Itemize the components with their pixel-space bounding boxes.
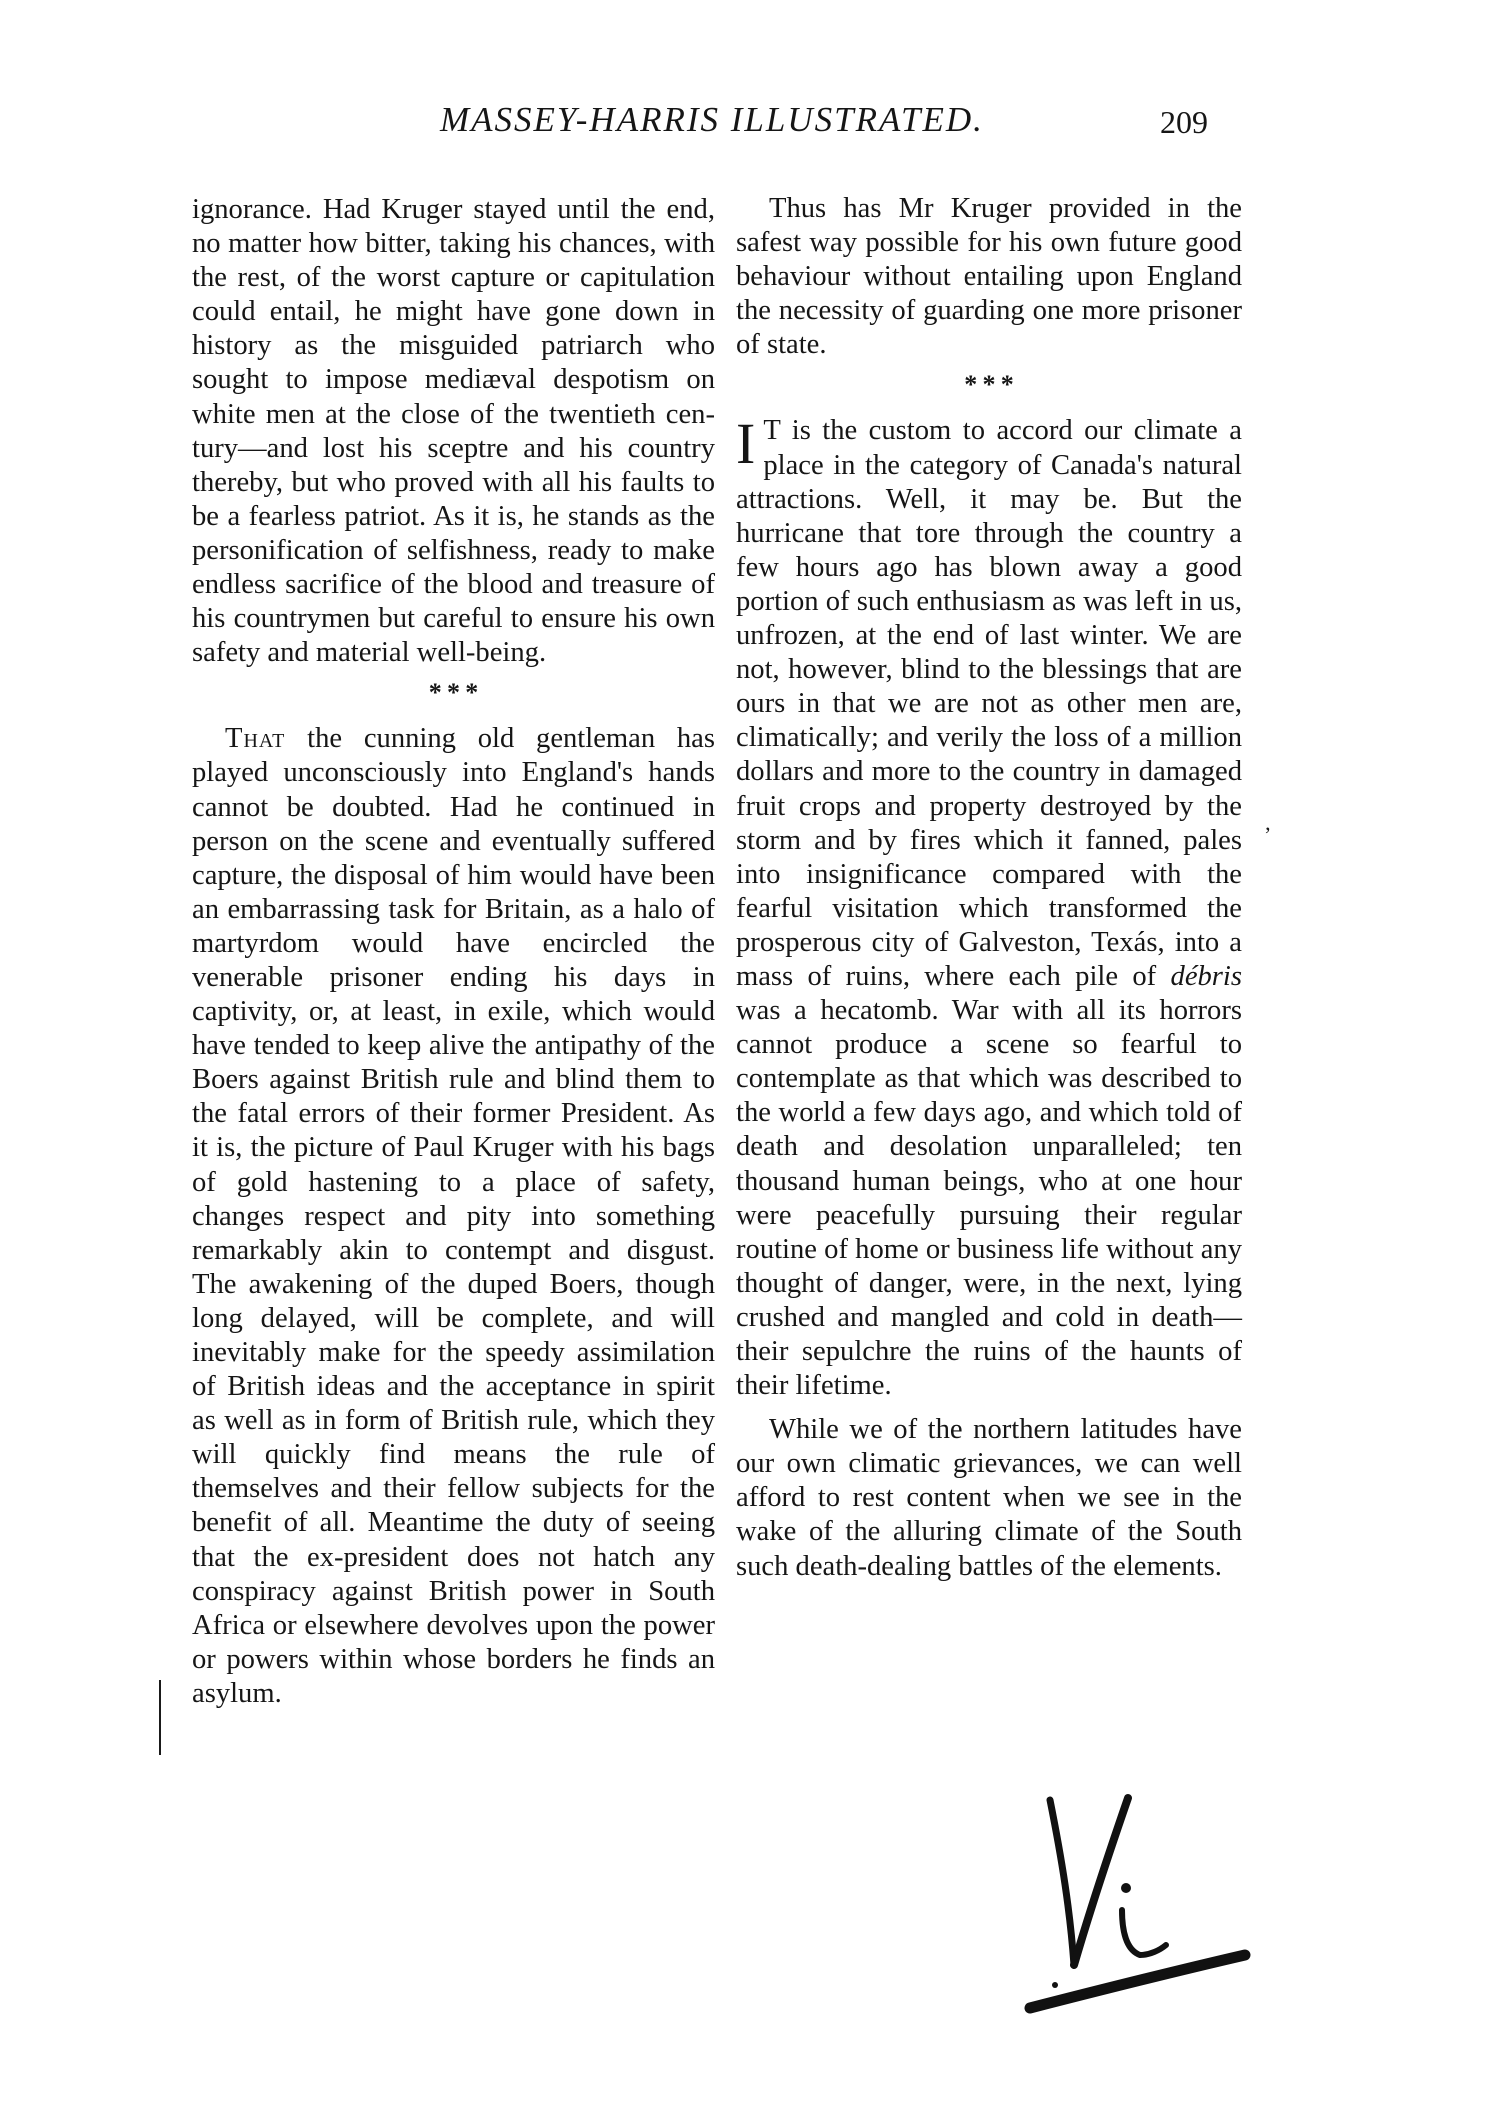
- left-paragraph-2: [192, 722, 715, 1711]
- page-number: 209: [1160, 104, 1208, 140]
- right-paragraph-2-start: T is the custom to accord our climate a place in the category of Canada's natural attractions. Well, it may be. But the hurricane that tore through the country a few hours ago has blown away a good portion of such enthusiasm as was left in us, unfrozen, at the end of last winter. We are not, however, blind to the blessings that are ours in that we are not as other men are, climatically; and verily the loss of a million dollars and more to the country in damaged fruit crops and property destroyed by the storm and by fires which it fanned, pales into insignificance compared with the fearful visitation which transformed the prosperous city of Galveston, Texás, into a mass of ruins, where each pile of: [736, 415, 1242, 992]
- margin-mark: [159, 1680, 161, 1755]
- left-paragraph-2-body: the cunning old gentleman has played unconsciously into England's hands cannot be doubted. Had he continued in person on the scene and eventually suffered capture, the disposal of him would have been an embarrassing task for Britain, as a halo of martyrdom would have encircled the venerable prisoner ending his days in captivity, or, at least, in exile, which would have tended to keep alive the antipathy of the Boers against British rule and blind them to the fatal errors of their former President. As it is, the picture of Paul Kruger with his bags of gold hastening to a place of safety, changes respect and pity into something remarkably akin to contempt and disgust. The awakening of the duped Boers, though long delayed, will be complete, and will inevitably make for the speedy assimilation of British ideas and the acceptance in spirit as well as in form of British rule, which they will quickly find means the rule of themselves and their fellow subjects for the benefit of all. Meantime the duty of seeing that the ex-president does not hatch any conspiracy against British power in South Africa or elsewhere devolves upon the power or powers within whose borders he finds an asylum.: [192, 723, 715, 1709]
- signature: [1010, 1790, 1260, 2020]
- drop-cap: I: [736, 411, 756, 477]
- right-paragraph-2-end: was a hecatomb. War with all its horrors cannot produce a scene so fearful to contemplate as that which was described to the world a few days ago, and which told of death and desolation unparalleled; ten thousand human beings, who at one hour were peacefully pursuing their regular routine of home or business life without any thought of danger, were, in the next, lying crushed and mangled and cold in death—their sepulchre the ruins of the haunts of their lifetime.: [736, 995, 1242, 1402]
- running-title: MASSEY-HARRIS ILLUSTRATED.: [440, 100, 984, 139]
- left-paragraph-2-lead: That: [225, 723, 286, 755]
- right-paragraph-2: [736, 411, 1242, 1403]
- paragraph-gap: [736, 1403, 1242, 1413]
- right-asterism: * * *: [964, 370, 1014, 400]
- left-paragraph-1: ignorance. Had Kruger stayed until the end, no matter how bitter, taking his chances, with the rest, of the worst capture or capitulation could entail, he might have gone down in history as the misguided patriarch who sought to impose mediæval despotism on white men at the close of the twentieth century—and lost his sceptre and his country thereby, but who proved with all his faults to be a fearless patriot. As it is, he stands as the personification of selfishness, ready to make endless sacrifice of the blood and treasure of his countrymen but careful to ensure his own safety and material well-being.: [192, 194, 715, 669]
- left-column: [192, 193, 715, 1711]
- right-column: [736, 192, 1242, 1584]
- left-asterism: * * *: [428, 678, 479, 708]
- right-paragraph-1: Thus has Mr Kruger provided in the safest way possible for his own future good behaviour without entailing upon England the necessity of guarding one more prisoner of state.: [736, 193, 1242, 361]
- right-paragraph-3: While we of the northern latitudes have our own climatic grievances, we can well afford to rest content when we see in the wake of the alluring climate of the South such death-dealing battles of the elements.: [736, 1414, 1242, 1582]
- right-paragraph-2-italic: débris: [1170, 960, 1242, 992]
- margin-tick: ’: [1264, 822, 1272, 847]
